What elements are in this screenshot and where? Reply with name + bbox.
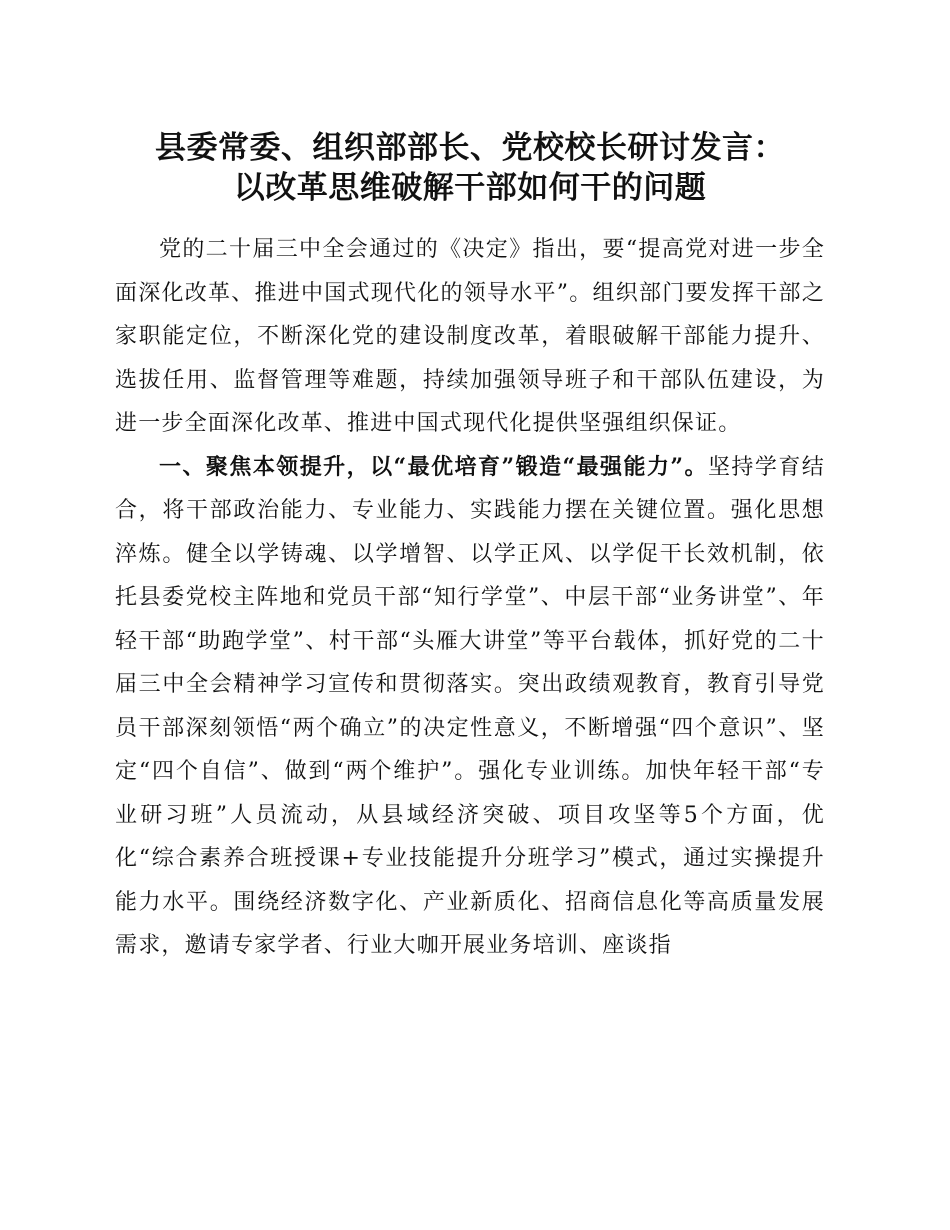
section-1-paragraph xyxy=(115,446,825,968)
document-page xyxy=(115,128,825,968)
intro-paragraph: 党的二十届三中全会通过的《决定》指出，要“提高党对进一步全面深化改革、推进中国式现代化的领导水平”。组织部门要发挥干部之家职能定位，不断深化党的建设制度改革，着眼破解干部能力提升、选拔任用、监督管理等难题，持续加强领导班子和干部队伍建设，为进一步全面深化改革、推进中国式现代化提供坚强组织保证。 xyxy=(115,237,825,436)
title-line-2: 以改革思维破解干部如何干的问题 xyxy=(233,170,707,206)
title-line-1: 县委常委、组织部部长、党校校长研讨发言： xyxy=(155,130,785,166)
section-1-heading: 一、聚焦本领提升，以“最优培育”锻造“最强能力”。 xyxy=(159,453,708,480)
section-1-body: 坚持学育结合，将干部政治能力、专业能力、实践能力摆在关键位置。强化思想淬炼。健全以学铸魂、以学增智、以学正风、以学促干长效机制，依托县委党校主阵地和党员干部“知行学堂”、中层干部“业务讲堂”、年轻干部“助跑学堂”、村干部“头雁大讲堂”等平台载体，抓好党的二十届三中全会精神学习宣传和贯彻落实。突出政绩观教育，教育引导党员干部深刻领悟“两个确立”的决定性意义，不断增强“四个意识”、坚定“四个自信”、做到“两个维护”。强化专业训练。加快年轻干部“专业研习班”人员流动，从县域经济突破、项目攻坚等5个方面，优化“综合素养合班授课+专业技能提升分班学习”模式，通过实操提升能力水平。围绕经济数字化、产业新质化、招商信息化等高质量发展需求，邀请专家学者、行业大咖开展业务培训、座谈指 xyxy=(115,454,825,958)
document-title xyxy=(115,128,825,208)
